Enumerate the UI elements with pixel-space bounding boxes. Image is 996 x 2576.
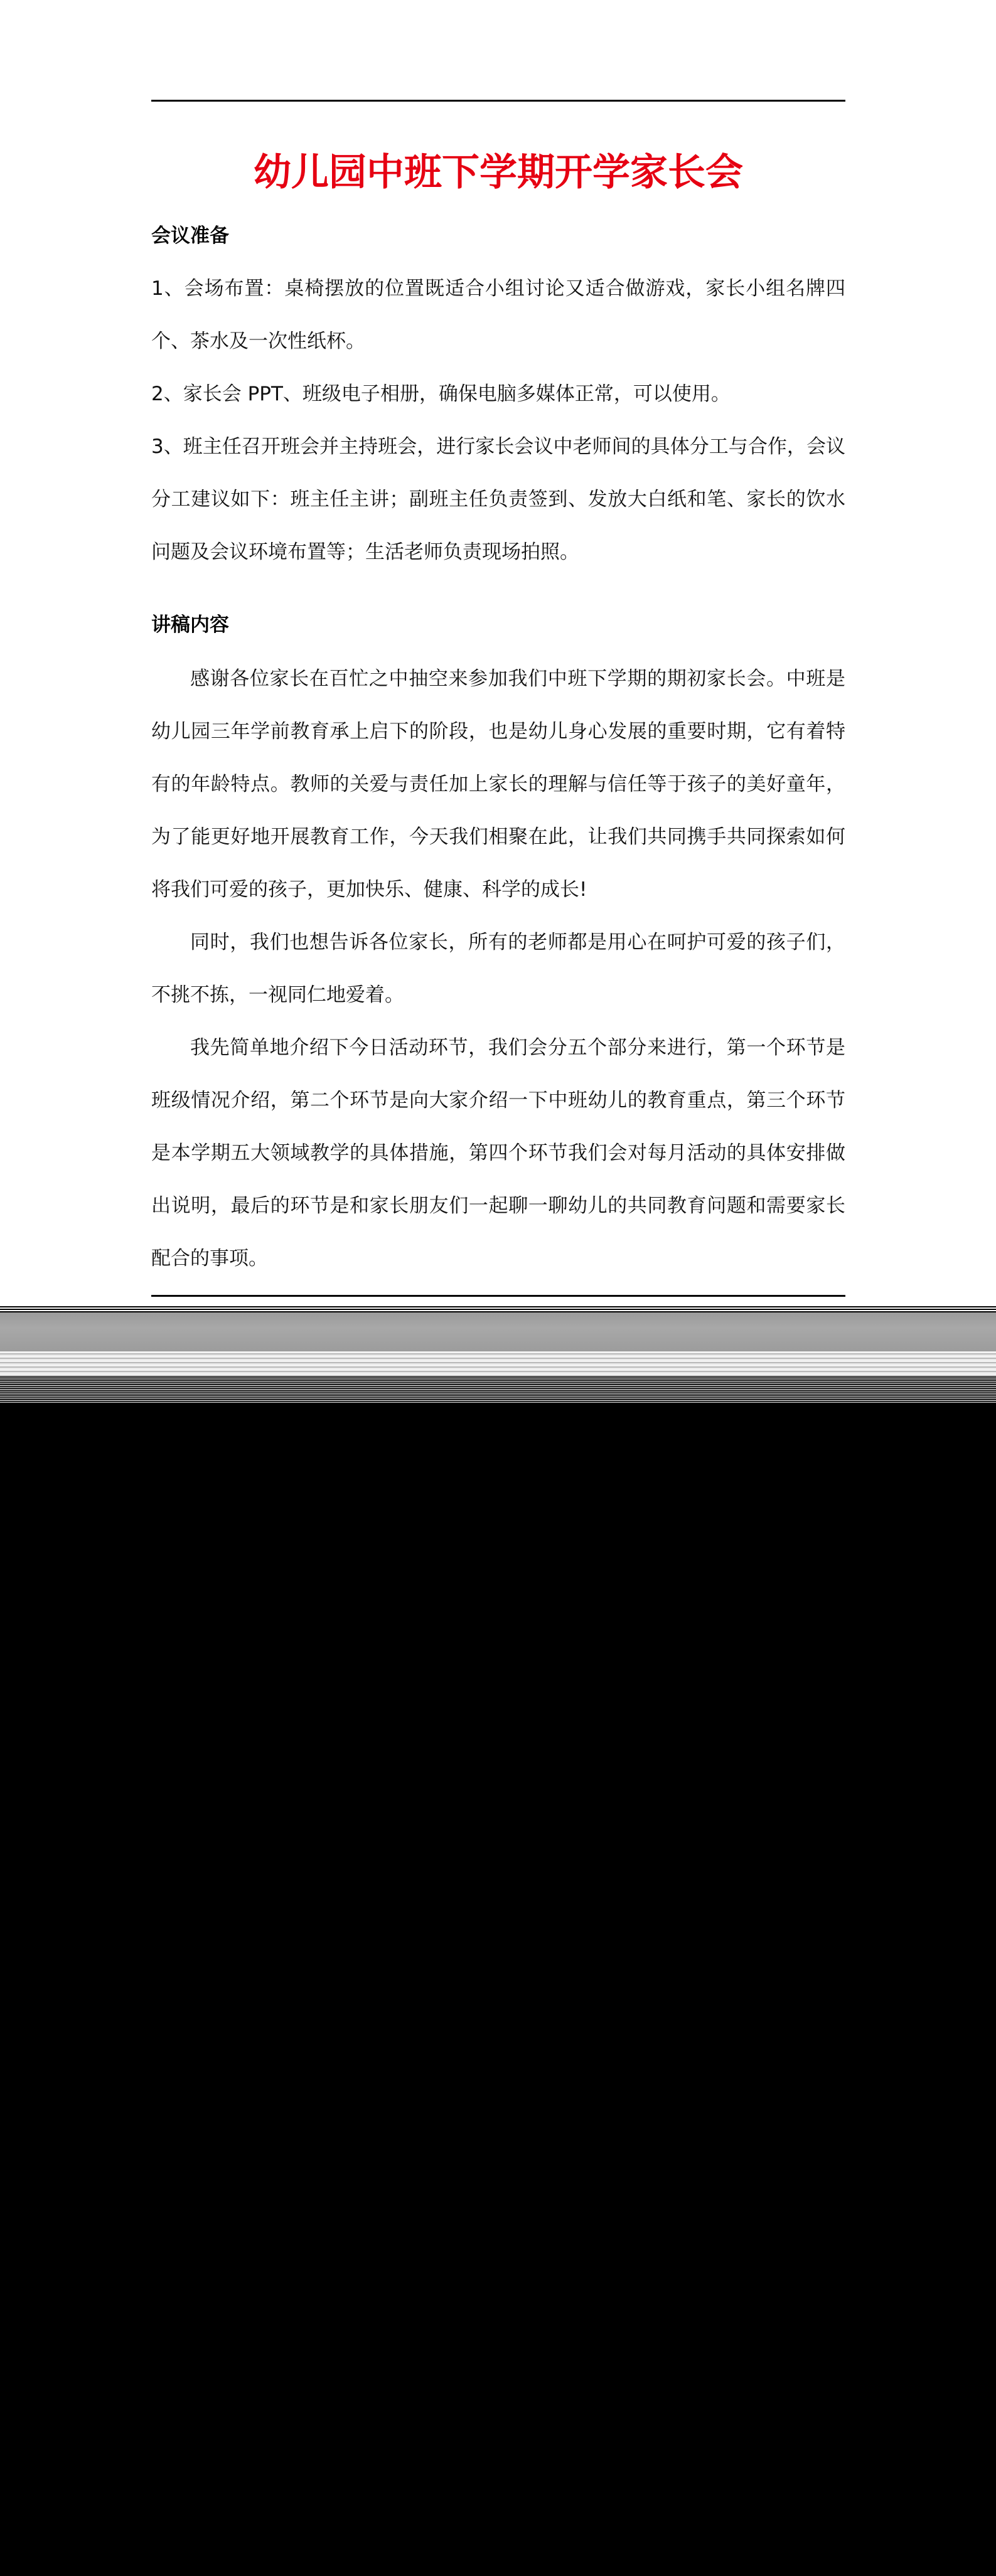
- scan-artifact-strip: [0, 1306, 996, 1403]
- document-content: [151, 138, 845, 1285]
- scan-band: [0, 1312, 996, 1351]
- section-heading-preparation: 会议准备: [151, 225, 229, 247]
- top-rule: [151, 100, 845, 102]
- scan-band: [0, 1351, 996, 1376]
- bottom-rule: [151, 1295, 845, 1297]
- speech-paragraph-1: 感谢各位家长在百忙之中抽空来参加我们中班下学期的期初家长会。中班是幼儿园三年学前教育承上启下的阶段，也是幼儿身心发展的重要时期，它有着特有的年龄特点。教师的关爱与责任加上家长的理解与信任等于孩子的美好童年，为了能更好地开展教育工作，今天我们相聚在此，让我们共同携手共同探索如何将我们可爱的孩子，更加快乐、健康、科学的成长!: [151, 668, 845, 901]
- preparation-item-3: 3、班主任召开班会并主持班会，进行家长会议中老师间的具体分工与合作，会议分工建议如下：班主任主讲；副班主任负责签到、发放大白纸和笔、家长的饮水问题及会议环境布置等；生活老师负责现场拍照。: [151, 435, 845, 563]
- document-title: 幼儿园中班下学期开学家长会: [254, 151, 743, 194]
- preparation-item-1: 1、会场布置：桌椅摆放的位置既适合小组讨论又适合做游戏，家长小组名牌四个、茶水及一次性纸杯。: [151, 277, 845, 353]
- blank-dark-area: [0, 1403, 996, 2576]
- speech-paragraph-3: 我先简单地介绍下今日活动环节，我们会分五个部分来进行，第一个环节是班级情况介绍，第二个环节是向大家介绍一下中班幼儿的教育重点，第三个环节是本学期五大领域教学的具体措施，第四个环节我们会对每月活动的具体安排做出说明，最后的环节是和家长朋友们一起聊一聊幼儿的共同教育问题和需要家长配合的事项。: [151, 1036, 845, 1270]
- preparation-item-2: 2、家长会 PPT、班级电子相册，确保电脑多媒体正常，可以使用。: [151, 383, 731, 405]
- section-heading-speech: 讲稿内容: [151, 614, 229, 636]
- scan-band: [0, 1306, 996, 1312]
- scan-band: [0, 1376, 996, 1403]
- speech-paragraph-2: 同时，我们也想告诉各位家长，所有的老师都是用心在呵护可爱的孩子们，不挑不拣，一视同仁地爱着。: [151, 931, 845, 1006]
